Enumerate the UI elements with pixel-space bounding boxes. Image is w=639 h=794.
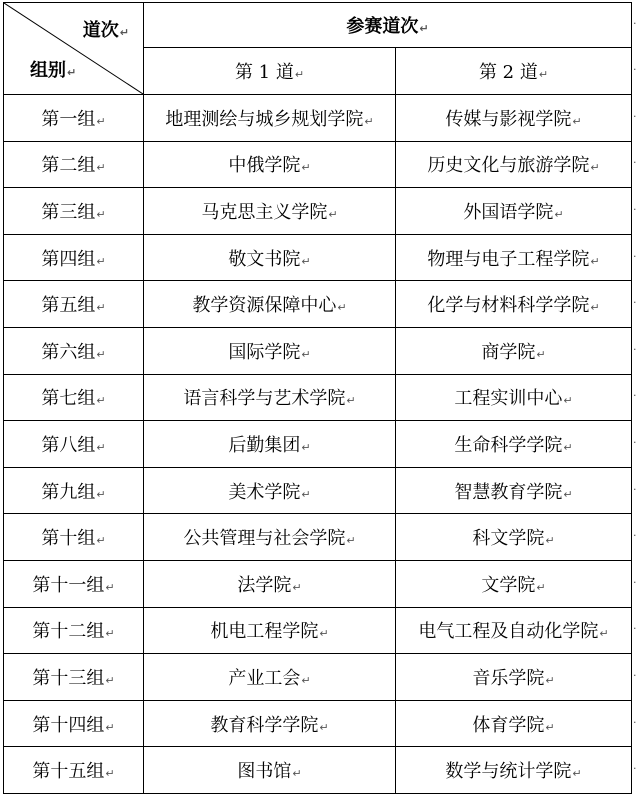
row-end-mark: · bbox=[633, 715, 637, 729]
paragraph-mark: ↵ bbox=[301, 673, 311, 687]
lane-2-cell-text: 文学院 bbox=[481, 574, 536, 596]
lane-2-cell-text: 智慧教育学院 bbox=[454, 481, 563, 503]
table-row bbox=[4, 234, 632, 281]
paragraph-mark: ↵ bbox=[590, 301, 600, 315]
table-row bbox=[4, 607, 632, 654]
group-cell bbox=[4, 141, 144, 188]
lane-2-cell-text: 化学与材料科学学院 bbox=[427, 295, 590, 317]
paragraph-mark: ↵ bbox=[96, 254, 106, 268]
paragraph-mark: ↵ bbox=[328, 207, 338, 221]
diagonal-header-cell bbox=[4, 3, 144, 95]
paragraph-mark: ↵ bbox=[292, 580, 302, 594]
group-cell-text: 第一组 bbox=[41, 108, 96, 130]
paragraph-mark: ↵ bbox=[96, 394, 106, 408]
row-end-mark: · bbox=[633, 63, 637, 76]
lane-2-cell bbox=[396, 374, 632, 421]
row-end-mark: · bbox=[633, 435, 637, 449]
paragraph-mark: ↵ bbox=[337, 301, 347, 315]
lane-1-header: 第 1 道↵ bbox=[144, 48, 396, 95]
lane-2-cell-text: 历史文化与旅游学院 bbox=[427, 155, 590, 177]
lane-1-cell-text: 图书馆 bbox=[237, 761, 292, 783]
paragraph-mark: ↵ bbox=[301, 161, 311, 175]
paragraph-mark: ↵ bbox=[292, 767, 302, 781]
lane-2-cell bbox=[396, 327, 632, 374]
paragraph-mark: ↵ bbox=[319, 720, 329, 734]
group-cell bbox=[4, 374, 144, 421]
row-end-mark: · bbox=[633, 109, 637, 123]
lane-2-cell bbox=[396, 467, 632, 514]
table-row bbox=[4, 281, 632, 328]
group-cell bbox=[4, 188, 144, 235]
paragraph-mark: ↵ bbox=[346, 394, 356, 408]
paragraph-mark: ↵ bbox=[105, 580, 115, 594]
paragraph-mark: ↵ bbox=[599, 627, 609, 641]
paragraph-mark: ↵ bbox=[572, 114, 582, 128]
lane-2-cell bbox=[396, 700, 632, 747]
lane-1-cell bbox=[144, 281, 396, 328]
row-end-mark: · bbox=[633, 529, 637, 543]
row-end-mark: · bbox=[633, 296, 637, 310]
lane-1-cell bbox=[144, 747, 396, 794]
table-row bbox=[4, 188, 632, 235]
paragraph-mark: ↵ bbox=[105, 720, 115, 734]
lane-2-cell bbox=[396, 141, 632, 188]
table-row bbox=[4, 421, 632, 468]
group-cell-text: 第十三组 bbox=[32, 667, 105, 689]
lane-1-cell-text: 美术学院 bbox=[228, 481, 301, 503]
lane-2-cell bbox=[396, 281, 632, 328]
lane-1-cell bbox=[144, 188, 396, 235]
group-cell bbox=[4, 95, 144, 142]
lane-1-cell-text: 马克思主义学院 bbox=[201, 201, 328, 223]
paragraph-mark: ↵ bbox=[301, 440, 311, 454]
paragraph-mark: ↵ bbox=[301, 254, 311, 268]
lane-2-cell bbox=[396, 654, 632, 701]
paragraph-mark: ↵ bbox=[105, 767, 115, 781]
paragraph-mark: ↵ bbox=[96, 534, 106, 548]
lane-2-cell-text: 电气工程及自动化学院 bbox=[418, 621, 599, 643]
row-end-mark: · bbox=[633, 575, 637, 589]
group-cell bbox=[4, 747, 144, 794]
paragraph-mark: ↵ bbox=[364, 114, 374, 128]
lane-2-cell-text: 物理与电子工程学院 bbox=[427, 248, 590, 270]
lane-1-cell-text: 语言科学与艺术学院 bbox=[183, 388, 346, 410]
lane-1-cell-text: 教育科学学院 bbox=[210, 714, 319, 736]
group-cell bbox=[4, 421, 144, 468]
lane-1-cell-text: 地理测绘与城乡规划学院 bbox=[165, 108, 364, 130]
paragraph-mark: ↵ bbox=[536, 347, 546, 361]
paragraph-mark: ↵ bbox=[563, 440, 573, 454]
lane-1-cell-text: 国际学院 bbox=[228, 341, 301, 363]
lane-1-cell bbox=[144, 654, 396, 701]
lane-2-cell-text: 工程实训中心 bbox=[454, 388, 563, 410]
lane-1-cell bbox=[144, 374, 396, 421]
lane-2-cell bbox=[396, 514, 632, 561]
paragraph-mark: ↵ bbox=[96, 207, 106, 221]
row-end-mark: · bbox=[633, 17, 637, 30]
group-cell bbox=[4, 467, 144, 514]
lane-2-cell-text: 音乐学院 bbox=[472, 667, 545, 689]
paragraph-mark: ↵ bbox=[563, 394, 573, 408]
paragraph-mark: ↵ bbox=[536, 580, 546, 594]
lane-1-cell bbox=[144, 327, 396, 374]
group-cell-text: 第七组 bbox=[41, 388, 96, 410]
group-cell-text: 第十一组 bbox=[32, 574, 105, 596]
group-cell bbox=[4, 654, 144, 701]
lane-header-label: 道次↵ bbox=[82, 20, 129, 41]
row-end-mark: · bbox=[633, 342, 637, 356]
lane-1-cell bbox=[144, 700, 396, 747]
row-end-mark: · bbox=[633, 482, 637, 496]
paragraph-mark: ↵ bbox=[96, 440, 106, 454]
paragraph-mark: ↵ bbox=[319, 627, 329, 641]
paragraph-mark: ↵ bbox=[572, 767, 582, 781]
table-row bbox=[4, 560, 632, 607]
row-end-mark: · bbox=[633, 389, 637, 403]
lane-2-header: 第 2 道↵ bbox=[396, 48, 632, 95]
group-cell-text: 第十组 bbox=[41, 528, 96, 550]
lane-2-cell-text: 传媒与影视学院 bbox=[445, 108, 572, 130]
participating-lanes-header: 参赛道次↵ bbox=[144, 3, 632, 48]
group-cell bbox=[4, 514, 144, 561]
table-row bbox=[4, 95, 632, 142]
group-cell bbox=[4, 234, 144, 281]
paragraph-mark: ↵ bbox=[346, 534, 356, 548]
lane-2-cell bbox=[396, 560, 632, 607]
lane-2-cell-text: 体育学院 bbox=[472, 714, 545, 736]
lane-2-cell-text: 数学与统计学院 bbox=[445, 761, 572, 783]
group-cell bbox=[4, 327, 144, 374]
lane-1-cell-text: 法学院 bbox=[237, 574, 292, 596]
paragraph-mark: ↵ bbox=[96, 347, 106, 361]
paragraph-mark: ↵ bbox=[545, 673, 555, 687]
lane-2-cell bbox=[396, 607, 632, 654]
group-cell-text: 第八组 bbox=[41, 434, 96, 456]
group-cell-text: 第九组 bbox=[41, 481, 96, 503]
paragraph-mark: ↵ bbox=[590, 161, 600, 175]
lane-1-cell bbox=[144, 467, 396, 514]
lane-2-cell-text: 科文学院 bbox=[472, 528, 545, 550]
row-end-mark: · bbox=[633, 249, 637, 263]
table-row bbox=[4, 700, 632, 747]
group-cell-text: 第四组 bbox=[41, 248, 96, 270]
lane-1-cell bbox=[144, 421, 396, 468]
group-cell-text: 第十五组 bbox=[32, 761, 105, 783]
lane-1-cell-text: 产业工会 bbox=[228, 667, 301, 689]
lane-2-cell bbox=[396, 95, 632, 142]
lane-1-cell bbox=[144, 141, 396, 188]
lane-1-cell-text: 公共管理与社会学院 bbox=[183, 528, 346, 550]
group-header-label: 组别↵ bbox=[30, 60, 77, 81]
group-cell-text: 第三组 bbox=[41, 201, 96, 223]
lane-2-cell-text: 生命科学学院 bbox=[454, 434, 563, 456]
paragraph-mark: ↵ bbox=[96, 161, 106, 175]
lane-1-cell bbox=[144, 607, 396, 654]
lane-2-cell bbox=[396, 188, 632, 235]
paragraph-mark: ↵ bbox=[96, 301, 106, 315]
paragraph-mark: ↵ bbox=[545, 720, 555, 734]
table-row bbox=[4, 374, 632, 421]
group-cell bbox=[4, 281, 144, 328]
table-row bbox=[4, 514, 632, 561]
lane-2-cell-text: 外国语学院 bbox=[463, 201, 554, 223]
group-cell-text: 第十四组 bbox=[32, 714, 105, 736]
row-end-mark: · bbox=[633, 622, 637, 636]
table-row bbox=[4, 141, 632, 188]
lane-1-cell bbox=[144, 234, 396, 281]
lane-1-cell-text: 后勤集团 bbox=[228, 434, 301, 456]
lane-1-cell bbox=[144, 514, 396, 561]
lane-1-cell bbox=[144, 560, 396, 607]
lane-2-cell-text: 商学院 bbox=[481, 341, 536, 363]
group-cell bbox=[4, 700, 144, 747]
paragraph-mark: ↵ bbox=[105, 627, 115, 641]
group-cell-text: 第十二组 bbox=[32, 621, 105, 643]
row-end-mark: · bbox=[633, 762, 637, 776]
paragraph-mark: ↵ bbox=[96, 487, 106, 501]
lane-2-cell bbox=[396, 747, 632, 794]
lane-2-cell bbox=[396, 421, 632, 468]
table-row bbox=[4, 747, 632, 794]
row-end-mark: · bbox=[633, 202, 637, 216]
row-end-mark: · bbox=[633, 668, 637, 682]
lane-1-cell-text: 中俄学院 bbox=[228, 155, 301, 177]
paragraph-mark: ↵ bbox=[545, 534, 555, 548]
paragraph-mark: ↵ bbox=[563, 487, 573, 501]
table-row bbox=[4, 467, 632, 514]
group-cell bbox=[4, 607, 144, 654]
lane-1-cell-text: 机电工程学院 bbox=[210, 621, 319, 643]
group-cell bbox=[4, 560, 144, 607]
group-cell-text: 第六组 bbox=[41, 341, 96, 363]
lane-1-cell-text: 教学资源保障中心 bbox=[192, 295, 337, 317]
paragraph-mark: ↵ bbox=[590, 254, 600, 268]
paragraph-mark: ↵ bbox=[301, 487, 311, 501]
paragraph-mark: ↵ bbox=[301, 347, 311, 361]
paragraph-mark: ↵ bbox=[105, 673, 115, 687]
row-end-mark: · bbox=[633, 156, 637, 170]
lane-1-cell bbox=[144, 95, 396, 142]
paragraph-mark: ↵ bbox=[554, 207, 564, 221]
table-row bbox=[4, 327, 632, 374]
lane-2-cell bbox=[396, 234, 632, 281]
lane-1-cell-text: 敬文书院 bbox=[228, 248, 301, 270]
group-cell-text: 第二组 bbox=[41, 155, 96, 177]
lane-assignment-table bbox=[3, 2, 632, 794]
table-row bbox=[4, 654, 632, 701]
group-cell-text: 第五组 bbox=[41, 295, 96, 317]
paragraph-mark: ↵ bbox=[96, 114, 106, 128]
